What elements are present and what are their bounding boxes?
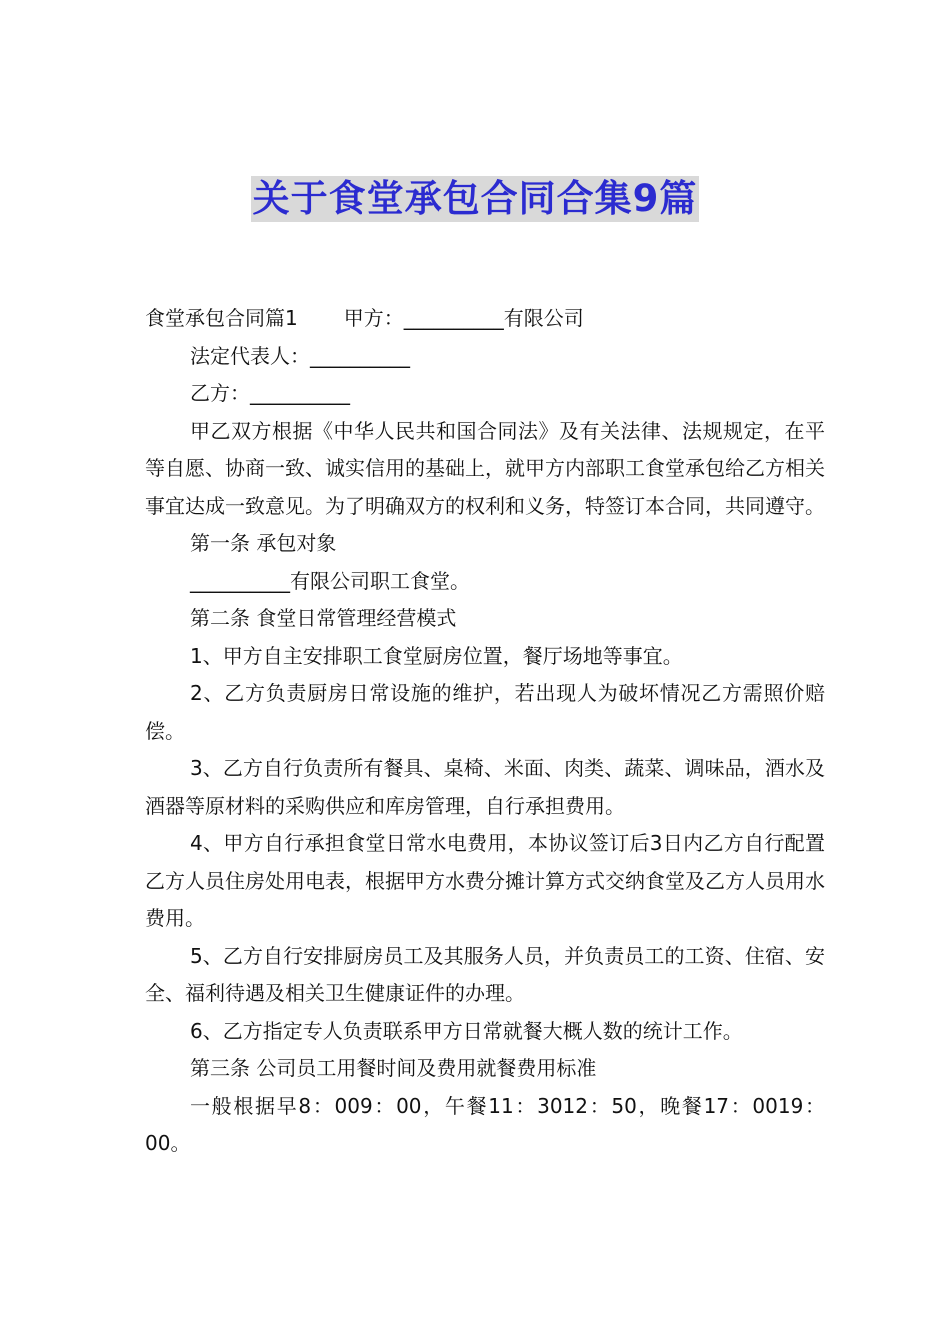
legal-representative: 法定代表人：__________ — [190, 343, 410, 368]
article-1-heading: 第一条 承包对象 — [190, 531, 337, 555]
article-2-item-1: 1、甲方自主安排职工食堂厨房位置，餐厅场地等事宜。 — [190, 643, 683, 668]
article-2-item-4: 4、甲方自行承担食堂日常水电费用，本协议签订后3日内乙方自行配置乙方人员住房处用电表，根据甲方水费分摊计算方式交纳食堂及乙方人员用水费用。 — [145, 831, 825, 930]
article-2-item-3: 3、乙方自行负责所有餐具、桌椅、米面、肉类、蔬菜、调味品，酒水及酒器等原材料的采购供应和库房管理，自行承担费用。 — [145, 756, 825, 818]
article-2-item-5: 5、乙方自行安排厨房员工及其服务人员，并负责员工的工资、住宿、安全、福利待遇及相关卫生健康证件的办理。 — [145, 943, 825, 1005]
article-2-item-2: 2、乙方负责厨房日常设施的维护，若出现人为破坏情况乙方需照价赔偿。 — [145, 681, 825, 743]
article-3-text: 一般根据早8：009：00，午餐11：3012：50，晚餐17：0019：00。 — [145, 1093, 825, 1155]
contract-number: 食堂承包合同篇1 — [145, 306, 298, 330]
document-body — [145, 300, 825, 1163]
party-a: 甲方：__________有限公司 — [343, 306, 584, 330]
article-2-heading: 第二条 食堂日常管理经营模式 — [190, 606, 457, 630]
party-b: 乙方：__________ — [190, 381, 350, 405]
preamble-paragraph: 甲乙双方根据《中华人民共和国合同法》及有关法律、法规规定，在平等自愿、协商一致、诚实信用的基础上，就甲方内部职工食堂承包给乙方相关事宜达成一致意见。为了明确双方的权利和义务，特签订本合同，共同遵守。 — [145, 418, 825, 518]
article-3-heading: 第三条 公司员工用餐时间及费用就餐费用标准 — [190, 1056, 597, 1080]
title-wrap — [0, 176, 950, 222]
article-1-text: __________有限公司职工食堂。 — [190, 568, 470, 593]
document-title: 关于食堂承包合同合集9篇 — [252, 177, 698, 220]
article-2-item-6: 6、乙方指定专人负责联系甲方日常就餐大概人数的统计工作。 — [190, 1018, 743, 1043]
contract-heading-line — [145, 300, 825, 338]
